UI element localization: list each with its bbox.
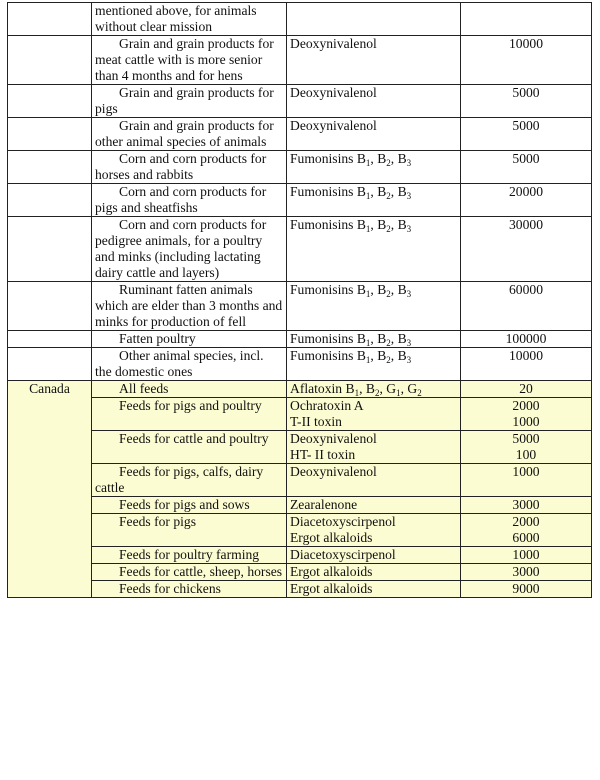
- product-text: Ruminant fatten animals which are elder than 3 months and minks for production of fell: [95, 282, 283, 329]
- product-cell: [92, 431, 287, 464]
- mycotoxin-cell: [287, 514, 461, 547]
- value-cell: [461, 151, 592, 184]
- value-cell: [461, 381, 592, 398]
- mycotoxin-text: Zearalenone: [290, 497, 358, 512]
- mycotoxin-cell: [287, 398, 461, 431]
- table-row: [8, 85, 592, 118]
- table-row: [8, 564, 592, 581]
- mycotoxin-cell: [287, 184, 461, 217]
- limit-value: 2000: [512, 398, 540, 413]
- product-cell: [92, 331, 287, 348]
- limit-value: 3000: [512, 497, 540, 512]
- limit-value: 9000: [512, 581, 540, 596]
- mycotoxin-cell: [287, 118, 461, 151]
- mycotoxin-cell: [287, 348, 461, 381]
- mycotoxin-text: Deoxynivalenol: [290, 118, 377, 133]
- country-cell: [8, 331, 92, 348]
- country-cell-canada: Canada: [8, 381, 92, 598]
- mycotoxin-cell: [287, 381, 461, 398]
- product-text: Feeds for cattle and poultry: [119, 431, 269, 446]
- mycotoxin-cell: [287, 3, 461, 36]
- mycotoxin-text: T-II toxin: [290, 414, 342, 429]
- mycotoxin-text: Aflatoxin $B_1$, $B_2$, $G_1$, $G_2$: [290, 381, 422, 398]
- mycotoxin-cell: [287, 431, 461, 464]
- value-cell: [461, 564, 592, 581]
- mycotoxin-text: Deoxynivalenol: [290, 431, 377, 446]
- table-row: [8, 514, 592, 547]
- product-cell: [92, 85, 287, 118]
- limit-value: 5000: [512, 118, 540, 133]
- product-text: All feeds: [119, 381, 169, 396]
- table-row: [8, 36, 592, 85]
- table-row: [8, 331, 592, 348]
- value-cell: [461, 497, 592, 514]
- mycotoxin-text: Fumonisins $B_1$, $B_2$, $B_3$: [290, 348, 412, 365]
- product-text: Corn and corn products for horses and rabbits: [95, 151, 267, 182]
- mycotoxin-text: Diacetoxyscirpenol: [290, 514, 396, 529]
- table-row: [8, 3, 592, 36]
- table-row: [8, 464, 592, 497]
- table-row: [8, 381, 592, 398]
- product-text: Other animal species, incl. the domestic ones: [95, 348, 264, 379]
- value-cell: [461, 85, 592, 118]
- country-cell: [8, 36, 92, 85]
- value-cell: [461, 464, 592, 497]
- mycotoxin-text: Deoxynivalenol: [290, 464, 377, 479]
- product-text: Grain and grain products for other animal species of animals: [95, 118, 274, 149]
- table-row: [8, 184, 592, 217]
- value-cell: [461, 331, 592, 348]
- product-cell: [92, 398, 287, 431]
- product-cell: [92, 381, 287, 398]
- table-row: [8, 581, 592, 598]
- product-text: Feeds for pigs, calfs, dairy cattle: [95, 464, 264, 495]
- mycotoxin-text: Ergot alkaloids: [290, 530, 373, 545]
- limit-value: 6000: [512, 530, 540, 545]
- product-text: Grain and grain products for meat cattle with is more senior than 4 months and for hens: [95, 36, 274, 83]
- product-cell: [92, 514, 287, 547]
- value-cell: [461, 3, 592, 36]
- product-text: mentioned above, for animals without clear mission: [95, 3, 257, 34]
- table-row: [8, 217, 592, 282]
- product-cell: [92, 547, 287, 564]
- country-cell: [8, 217, 92, 282]
- mycotoxin-text: Fumonisins $B_1$, $B_2$, $B_3$: [290, 217, 412, 234]
- table-row: [8, 151, 592, 184]
- product-text: Feeds for pigs and poultry: [119, 398, 262, 413]
- mycotoxin-cell: [287, 581, 461, 598]
- limit-value: 1000: [512, 414, 540, 429]
- table-row: [8, 348, 592, 381]
- value-cell: [461, 118, 592, 151]
- mycotoxin-text: Deoxynivalenol: [290, 36, 377, 51]
- product-text: Feeds for pigs: [119, 514, 197, 529]
- product-cell: [92, 464, 287, 497]
- limit-value: 100: [515, 447, 537, 462]
- value-cell: [461, 398, 592, 431]
- limit-value: 1000: [512, 547, 540, 562]
- product-cell: [92, 348, 287, 381]
- value-cell: [461, 282, 592, 331]
- limit-value: 5000: [512, 431, 540, 446]
- table-row: [8, 398, 592, 431]
- country-cell: [8, 184, 92, 217]
- product-text: Feeds for poultry farming: [119, 547, 260, 562]
- value-cell: [461, 36, 592, 85]
- mycotoxin-text: Fumonisins $B_1$, $B_2$, $B_3$: [290, 184, 412, 201]
- product-cell: [92, 184, 287, 217]
- mycotoxin-text: Deoxynivalenol: [290, 85, 377, 100]
- mycotoxin-cell: [287, 497, 461, 514]
- value-cell: [461, 217, 592, 282]
- product-cell: [92, 217, 287, 282]
- country-cell: [8, 3, 92, 36]
- limit-value: 5000: [512, 151, 540, 166]
- table-row: [8, 497, 592, 514]
- mycotoxin-cell: [287, 85, 461, 118]
- table-row: [8, 282, 592, 331]
- mycotoxin-cell: [287, 547, 461, 564]
- limit-value: 2000: [512, 514, 540, 529]
- mycotoxin-text: Fumonisins $B_1$, $B_2$, $B_3$: [290, 331, 412, 348]
- mycotoxin-limits-table: [7, 2, 592, 598]
- mycotoxin-text: Fumonisins $B_1$, $B_2$, $B_3$: [290, 282, 412, 299]
- product-cell: [92, 151, 287, 184]
- product-text: Fatten poultry: [119, 331, 196, 346]
- product-cell: [92, 497, 287, 514]
- limit-value: 100000: [505, 331, 547, 346]
- limit-value: 10000: [509, 36, 543, 51]
- value-cell: [461, 581, 592, 598]
- mycotoxin-cell: [287, 564, 461, 581]
- limit-value: 60000: [509, 282, 543, 297]
- product-text: Corn and corn products for pedigree animals, for a poultry and minks (including lactating dairy cattle and layers): [95, 217, 267, 280]
- table-row: [8, 431, 592, 464]
- mycotoxin-text: Ochratoxin A: [290, 398, 364, 413]
- table-body: [8, 3, 592, 598]
- mycotoxin-cell: [287, 282, 461, 331]
- product-text: Feeds for chickens: [119, 581, 221, 596]
- product-cell: [92, 282, 287, 331]
- product-text: Corn and corn products for pigs and sheatfishs: [95, 184, 267, 215]
- product-cell: [92, 3, 287, 36]
- mycotoxin-cell: [287, 36, 461, 85]
- mycotoxin-text: Ergot alkaloids: [290, 564, 373, 579]
- country-cell: [8, 282, 92, 331]
- value-cell: [461, 184, 592, 217]
- mycotoxin-text: Diacetoxyscirpenol: [290, 547, 396, 562]
- product-text: Feeds for pigs and sows: [119, 497, 250, 512]
- mycotoxin-cell: [287, 464, 461, 497]
- limit-value: 3000: [512, 564, 540, 579]
- value-cell: [461, 431, 592, 464]
- product-cell: [92, 581, 287, 598]
- country-cell: [8, 85, 92, 118]
- limit-value: 30000: [509, 217, 543, 232]
- limit-value: 5000: [512, 85, 540, 100]
- product-cell: [92, 118, 287, 151]
- value-cell: [461, 547, 592, 564]
- value-cell: [461, 514, 592, 547]
- mycotoxin-cell: [287, 331, 461, 348]
- mycotoxin-text: Ergot alkaloids: [290, 581, 373, 596]
- value-cell: [461, 348, 592, 381]
- limit-value: 1000: [512, 464, 540, 479]
- limit-value: 10000: [509, 348, 543, 363]
- table-row: [8, 547, 592, 564]
- product-cell: [92, 564, 287, 581]
- mycotoxin-text: Fumonisins $B_1$, $B_2$, $B_3$: [290, 151, 412, 168]
- mycotoxin-cell: [287, 217, 461, 282]
- product-cell: [92, 36, 287, 85]
- product-text: Feeds for cattle, sheep, horses: [119, 564, 283, 579]
- country-cell: [8, 348, 92, 381]
- table-row: [8, 118, 592, 151]
- mycotoxin-cell: [287, 151, 461, 184]
- limit-value: 20: [519, 381, 533, 396]
- limit-value: 20000: [509, 184, 543, 199]
- country-cell: [8, 151, 92, 184]
- mycotoxin-text: HT- II toxin: [290, 447, 356, 462]
- country-cell: [8, 118, 92, 151]
- product-text: Grain and grain products for pigs: [95, 85, 274, 116]
